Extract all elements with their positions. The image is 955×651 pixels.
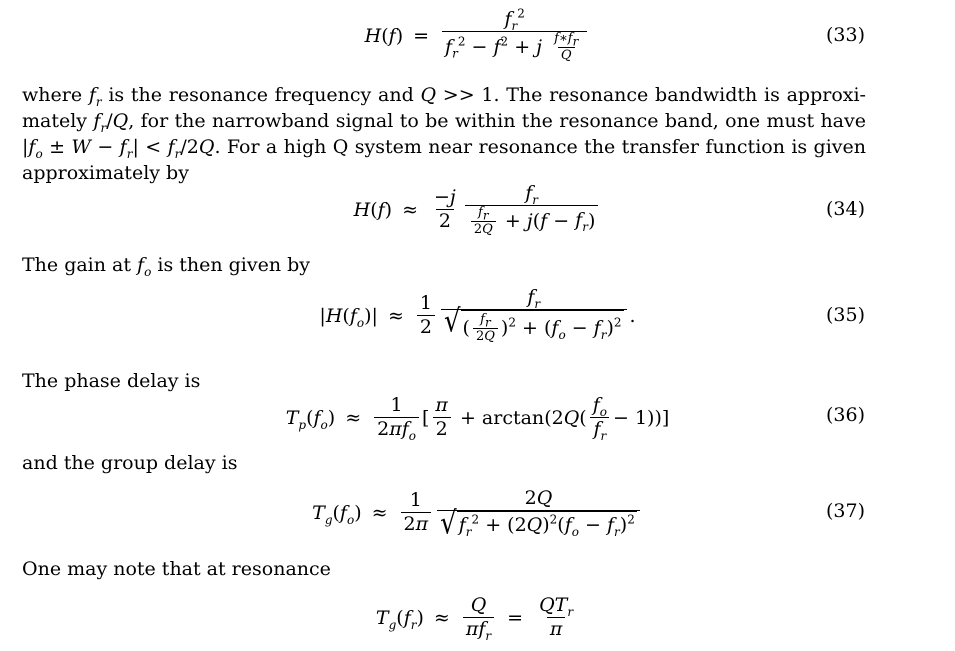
- equation-34: H(f) ≈ $\frac{-j}{2}$ $f_r$ $\frac{f_r}{2Q}$ + $j(f - f_r)$ (34): [353, 181, 865, 237]
- equation-number: (33): [825, 24, 865, 46]
- equation-group-delay-resonance: $T_g(f_r)$ ≈ $\frac{Q}{\pi f_r}$ = $\frac{QT_r}{\pi}$: [375, 594, 574, 643]
- equation-37: $T_g(f_o)$ ≈ $\frac{1}{2\pi}$ 2Q √ $f_r^2 + (2Q)^2(f_o - f_r)^2$ (37): [312, 487, 865, 543]
- equation-33: H(f) = $f_r^2$ $f_r^2 - f^2 + j$ $\frac{f∗f_r}{Q}$ (33): [364, 6, 865, 63]
- equation-number: (36): [825, 404, 865, 426]
- equation-number: (35): [825, 304, 865, 326]
- equation-36: $T_p(f_o)$ ≈ $\frac{1}{2\pi f_o}$ [ $\frac{\pi}{2}$ + arctan(2Q( $\frac{f_o}{f_r}$ − 1))] (36): [285, 394, 865, 443]
- paragraph-group-delay: and the group delay is: [22, 452, 238, 474]
- paragraph-resonance: where $f_r$ is the resonance frequency and Q >> 1. The resonance bandwidth is approxi- mately $f_r/Q$, for the narrowband signal to be within the resonance band, one must have $|f_o \pm W - f_r| < f_r/2Q$. For a high Q system near resonance the transfer function is given approximately by: [22, 84, 867, 184]
- equation-number: (34): [825, 198, 865, 220]
- paragraph-resonance-note: One may note that at resonance: [22, 558, 331, 580]
- equation-35: $|H(f_o)|$ ≈ $\frac{1}{2}$ $f_r$ √ ( $\frac{f_r}{2Q}$ )$^2 + (f_o - f_r)^2$ . (35): [319, 286, 865, 345]
- paragraph-phase-delay: The phase delay is: [22, 370, 201, 392]
- equation-number: (37): [825, 500, 865, 522]
- paragraph-gain: The gain at $f_o$ is then given by: [22, 254, 311, 279]
